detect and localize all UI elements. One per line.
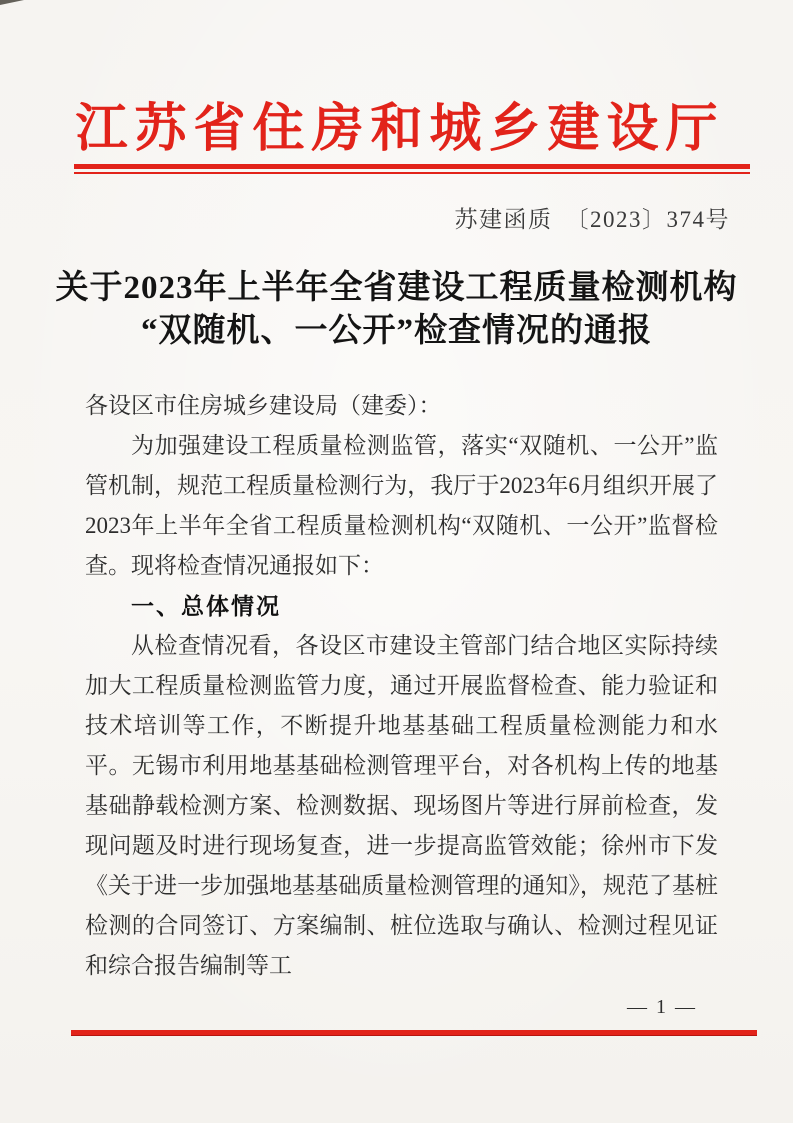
paragraph-overall-situation: 从检查情况看，各设区市建设主管部门结合地区实际持续加大工程质量检测监管力度，通过开展监督检查、能力验证和技术培训等工作，不断提升地基基础工程质量检测能力和水平。无锡市利用地基基础检测管理平台，对各机构上传的地基基础静载检测方案、检测数据、现场图片等进行屏前检查，发现问题及时进行现场复查，进一步提高监管效能；徐州市下发《关于进一步加强地基基础质量检测管理的通知》，规范了基桩检测的合同签订、方案编制、桩位选取与确认、检测过程见证和综合报告编制等工 xyxy=(85,633,718,978)
footer-rule xyxy=(71,1030,757,1036)
letterhead-divider-rule xyxy=(74,164,750,174)
document-number: 苏建函质 〔2023〕374号 xyxy=(454,207,730,232)
document-title-line2: “双随机、一公开”检查情况的通报 xyxy=(141,313,652,349)
document-title xyxy=(0,267,793,353)
page-number: — 1 — xyxy=(627,996,697,1018)
section-heading-overall-situation: 一、总体情况 xyxy=(131,593,281,619)
salutation: 各设区市住房城乡建设局（建委）： xyxy=(85,393,442,418)
paragraph-intro: 为加强建设工程质量检测监管，落实“双随机、一公开”监管机制，规范工程质量检测行为，我厅于2023年6月组织开展了2023年上半年全省工程质量检测机构“双随机、一公开”监督检查。现将检查情况通报如下： xyxy=(85,433,718,578)
document-title-line1: 关于2023年上半年全省建设工程质量检测机构 xyxy=(55,270,738,306)
document-body xyxy=(85,386,718,986)
letterhead-org-title: 江苏省住房和城乡建设厅 xyxy=(75,101,725,158)
scan-corner-artifact xyxy=(0,0,24,5)
